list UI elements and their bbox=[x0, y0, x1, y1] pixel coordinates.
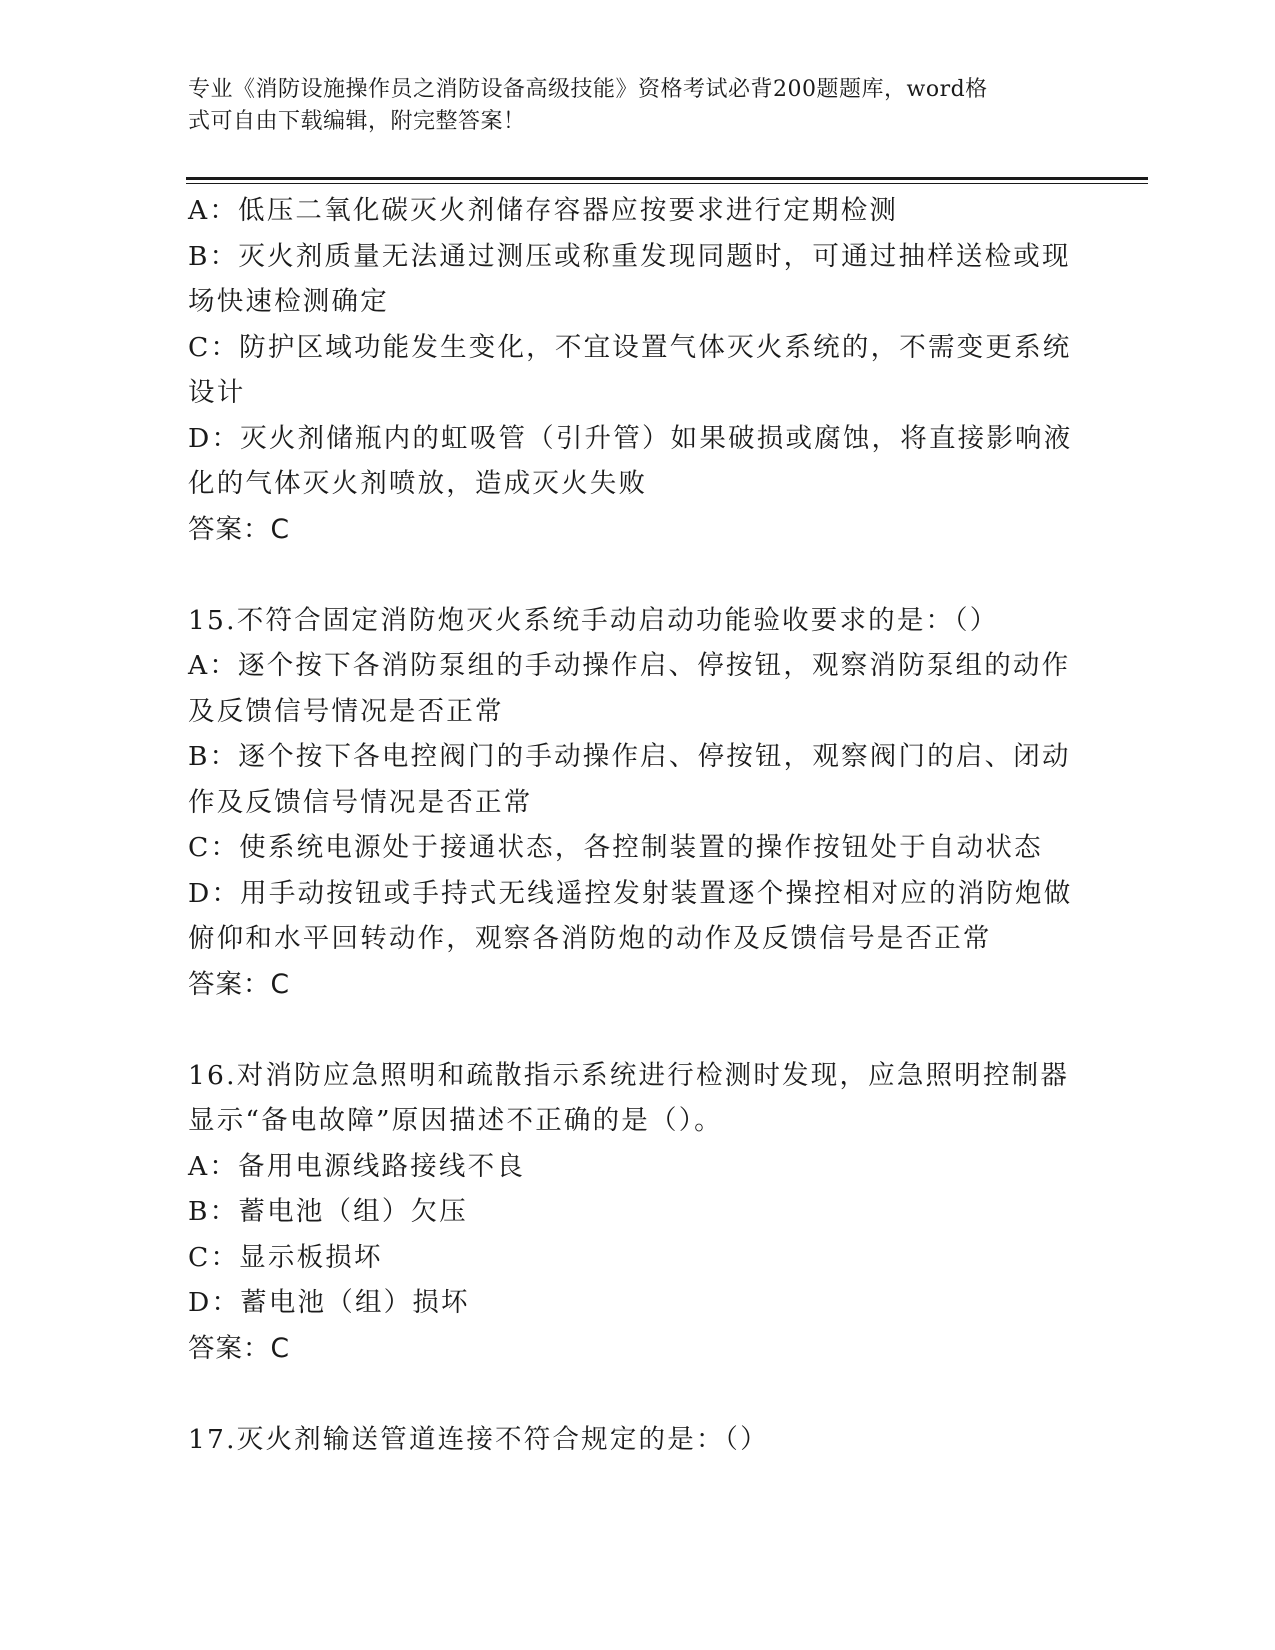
spacer bbox=[188, 552, 1078, 598]
answer-label: 答案：C bbox=[188, 968, 291, 1000]
question-17 bbox=[188, 1417, 1078, 1463]
option-d: D：蓄电池（组）损坏 bbox=[188, 1287, 470, 1318]
option-b-continued: 作及反馈信号情况是否正常 bbox=[188, 786, 533, 818]
option-d: D：用手动按钮或手持式无线遥控发射装置逐个操控相对应的消防炮做 bbox=[188, 877, 1073, 909]
option-b: B：蓄电池（组）欠压 bbox=[188, 1196, 468, 1227]
option-d: D：灭火剂储瓶内的虹吸管（引升管）如果破损或腐蚀，将直接影响液 bbox=[188, 422, 1073, 454]
option-a: A：逐个按下各消防泵组的手动操作启、停按钮，观察消防泵组的动作 bbox=[188, 650, 1071, 681]
option-b-continued: 场快速检测确定 bbox=[188, 286, 389, 317]
question-15 bbox=[188, 598, 1078, 1008]
option-a: A：备用电源线路接线不良 bbox=[188, 1150, 526, 1182]
header-divider-thin bbox=[186, 183, 1148, 184]
answer-label: 答案：C bbox=[188, 1332, 291, 1364]
option-a: A：低压二氧化碳灭火剂储存容器应按要求进行定期检测 bbox=[188, 195, 899, 226]
option-b: B：逐个按下各电控阀门的手动操作启、停按钮，观察阀门的启、闭动 bbox=[188, 741, 1071, 772]
answer-label: 答案：C bbox=[188, 513, 291, 545]
option-d-continued: 俯仰和水平回转动作，观察各消防炮的动作及反馈信号是否正常 bbox=[188, 923, 992, 954]
header-line-2: 式可自由下载编辑，附完整答案！ bbox=[188, 109, 526, 134]
question-text: 17.灭火剂输送管道连接不符合规定的是：（） bbox=[188, 1423, 769, 1455]
spacer bbox=[188, 1371, 1078, 1417]
header-line-1: 专业《消防设施操作员之消防设备高级技能》资格考试必背200题题库，word格 bbox=[188, 77, 988, 102]
option-a-continued: 及反馈信号情况是否正常 bbox=[188, 695, 504, 727]
option-c-continued: 设计 bbox=[188, 377, 246, 408]
option-c: C：显示板损坏 bbox=[188, 1241, 383, 1273]
question-list bbox=[188, 188, 1078, 1462]
spacer bbox=[188, 1007, 1078, 1053]
question-text: 15.不符合固定消防炮灭火系统手动启动功能验收要求的是：（） bbox=[188, 604, 999, 636]
option-c: C：防护区域功能发生变化，不宜设置气体灭火系统的，不需变更系统 bbox=[188, 331, 1072, 363]
question-text-continued: 显示“备电故障”原因描述不正确的是（）。 bbox=[188, 1105, 723, 1136]
option-d-continued: 化的气体灭火剂喷放，造成灭火失败 bbox=[188, 468, 648, 499]
document-header bbox=[188, 74, 1068, 138]
option-c: C：使系统电源处于接通状态，各控制装置的操作按钮处于自动状态 bbox=[188, 832, 1043, 863]
question-16 bbox=[188, 1053, 1078, 1372]
option-b: B：灭火剂质量无法通过测压或称重发现同题时，可通过抽样送检或现 bbox=[188, 240, 1071, 272]
question-14 bbox=[188, 188, 1078, 552]
question-text: 16.对消防应急照明和疏散指示系统进行检测时发现，应急照明控制器 bbox=[188, 1059, 1070, 1091]
header-divider-thick bbox=[186, 177, 1148, 180]
